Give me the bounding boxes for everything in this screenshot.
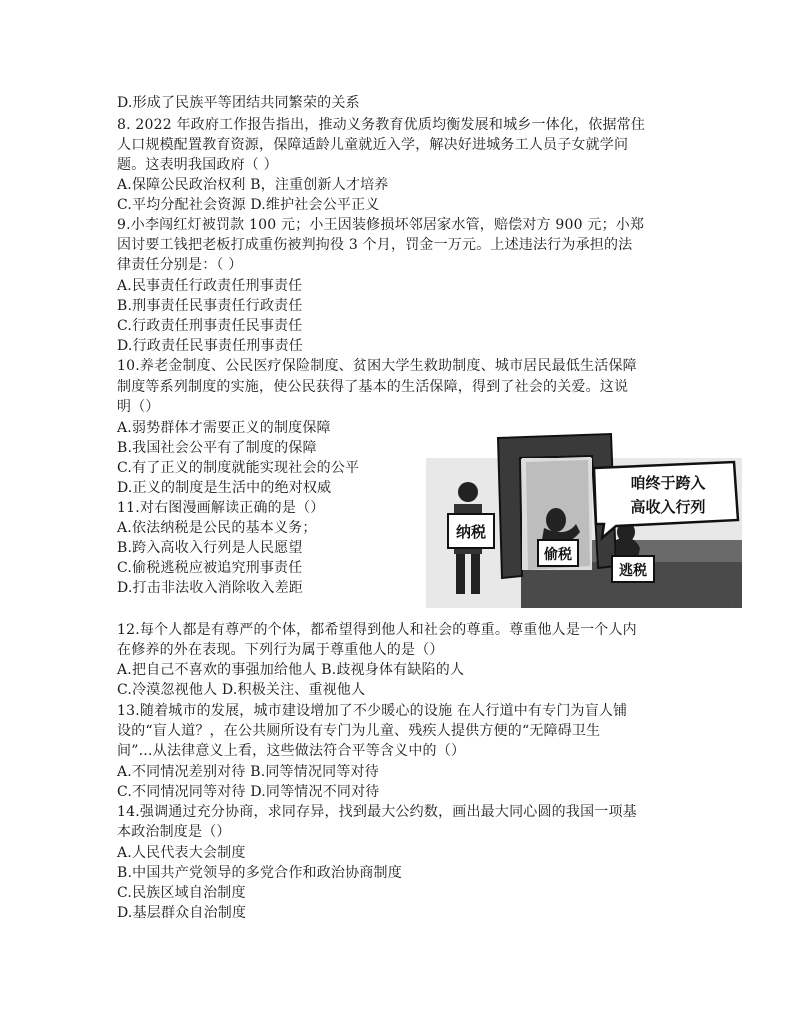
q9-stem-line-3: 律责任分别是：（ ）: [117, 257, 243, 273]
tax-cartoon-illustration: [426, 428, 742, 608]
q13-options-cd: C.不同情况同等对待 D.同等情况不同对待: [117, 784, 380, 800]
q10-stem-line-1: 10.养老金制度、公民医疗保险制度、贫困大学生救助制度、城市居民最低生活保障: [117, 358, 637, 374]
q12-stem-line-2: 在修养的外在表现。下列行为属于尊重他人的是（）: [117, 642, 444, 658]
q10-option-a: A.弱势群体才需要正义的制度保障: [117, 420, 331, 436]
tax-cartoon-drawing: [426, 428, 742, 608]
q10-option-d: D.正义的制度是生活中的绝对权威: [117, 480, 332, 496]
q11-option-b: B.跨入高收入行列是人民愿望: [117, 540, 303, 556]
scan-speck: [731, 602, 733, 604]
q13-stem-line-2: 设的“盲人道？，在公共厕所设有专门为儿童、残疾人提供方便的“无障碍卫生: [117, 723, 601, 739]
speech-line-2: 高收入行列: [630, 498, 706, 516]
q11-option-c: C.偷税逃税应被追究刑事责任: [117, 560, 303, 576]
q14-stem-line-1: 14.强调通过充分协商，求同存异，找到最大公约数，画出最大同心圆的我国一项基: [117, 804, 637, 820]
q13-stem-line-3: 间”…从法律意义上看，这些做法符合平等含义中的（）: [117, 743, 466, 759]
q9-option-a: A.民事责任行政责任刑事责任: [117, 278, 303, 294]
q14-option-d: D.基层群众自治制度: [117, 905, 247, 921]
q9-stem-line-1: 9.小李闯红灯被罚款 100 元；小王因装修损坏邻居家水管，赔偿对方 900 元；小郑: [117, 217, 645, 233]
q14-option-a: A.人民代表大会制度: [117, 845, 246, 861]
q8-stem-line-3: 题。这表明我国政府（ ）: [117, 157, 278, 173]
q13-options-ab: A.不同情况差别对待 B.同等情况同等对待: [117, 764, 379, 780]
sign-taxpayer: 纳税: [455, 523, 487, 541]
q11-option-d: D.打击非法收入消除收入差距: [117, 580, 303, 596]
q10-stem-line-2: 制度等系列制度的实施，使公民获得了基本的生活保障，得到了社会的关爱。这说: [117, 379, 629, 395]
q8-options-cd: C.平均分配社会资源 D.维护社会公平正义: [117, 197, 380, 213]
q10-stem-line-3: 明（）: [117, 399, 160, 415]
q8-stem-line-2: 人口规模配置教育资源，保障适龄儿童就近入学，解决好进城务工人员子女就学问: [117, 137, 629, 153]
q8-options-ab: A.保障公民政治权利 B，注重创新人才培养: [117, 177, 389, 193]
q7-option-d: D.形成了民族平等团结共同繁荣的关系: [117, 95, 360, 111]
q12-options-ab: A.把自己不喜欢的事强加给他人 B.歧视身体有缺陷的人: [117, 662, 465, 678]
q9-stem-line-2: 因讨要工钱把老板打成重伤被判拘役 3 个月，罚金一万元。上述违法行为承担的法: [117, 237, 633, 253]
q12-stem-line-1: 12.每个人都是有尊严的个体，都希望得到他人和社会的尊重。尊重他人是一个人内: [117, 622, 637, 638]
q11-stem: 11.对右图漫画解读正确的是（）: [117, 500, 325, 516]
sign-evade: 偷税: [544, 547, 572, 563]
q14-option-c: C.民族区域自治制度: [117, 885, 246, 901]
q8-stem-line-1: 8. 2022 年政府工作报告指出，推动义务教育优质均衡发展和城乡一体化，依据常住: [117, 117, 646, 133]
q9-option-b: B.刑事责任民事责任行政责任: [117, 298, 303, 314]
q14-option-b: B.中国共产党领导的多党合作和政治协商制度: [117, 865, 402, 881]
q11-option-a: A.依法纳税是公民的基本义务；: [117, 520, 317, 536]
q9-option-d: D.行政责任民事责任刑事责任: [117, 338, 303, 354]
q13-stem-line-1: 13.随着城市的发展，城市建设增加了不少暖心的设施 在人行道中有专门为盲人铺: [117, 703, 628, 719]
q12-options-cd: C.冷漠忽视他人 D.积极关注、重视他人: [117, 682, 366, 698]
q9-option-c: C.行政责任刑事责任民事责任: [117, 318, 303, 334]
sign-escape: 逃税: [619, 563, 647, 579]
q14-stem-line-2: 本政治制度是（）: [117, 824, 231, 840]
q10-option-c: C.有了正义的制度就能实现社会的公平: [117, 460, 360, 476]
speech-line-1: 咱终于跨入: [630, 474, 706, 492]
q10-option-b: B.我国社会公平有了制度的保障: [117, 440, 317, 456]
